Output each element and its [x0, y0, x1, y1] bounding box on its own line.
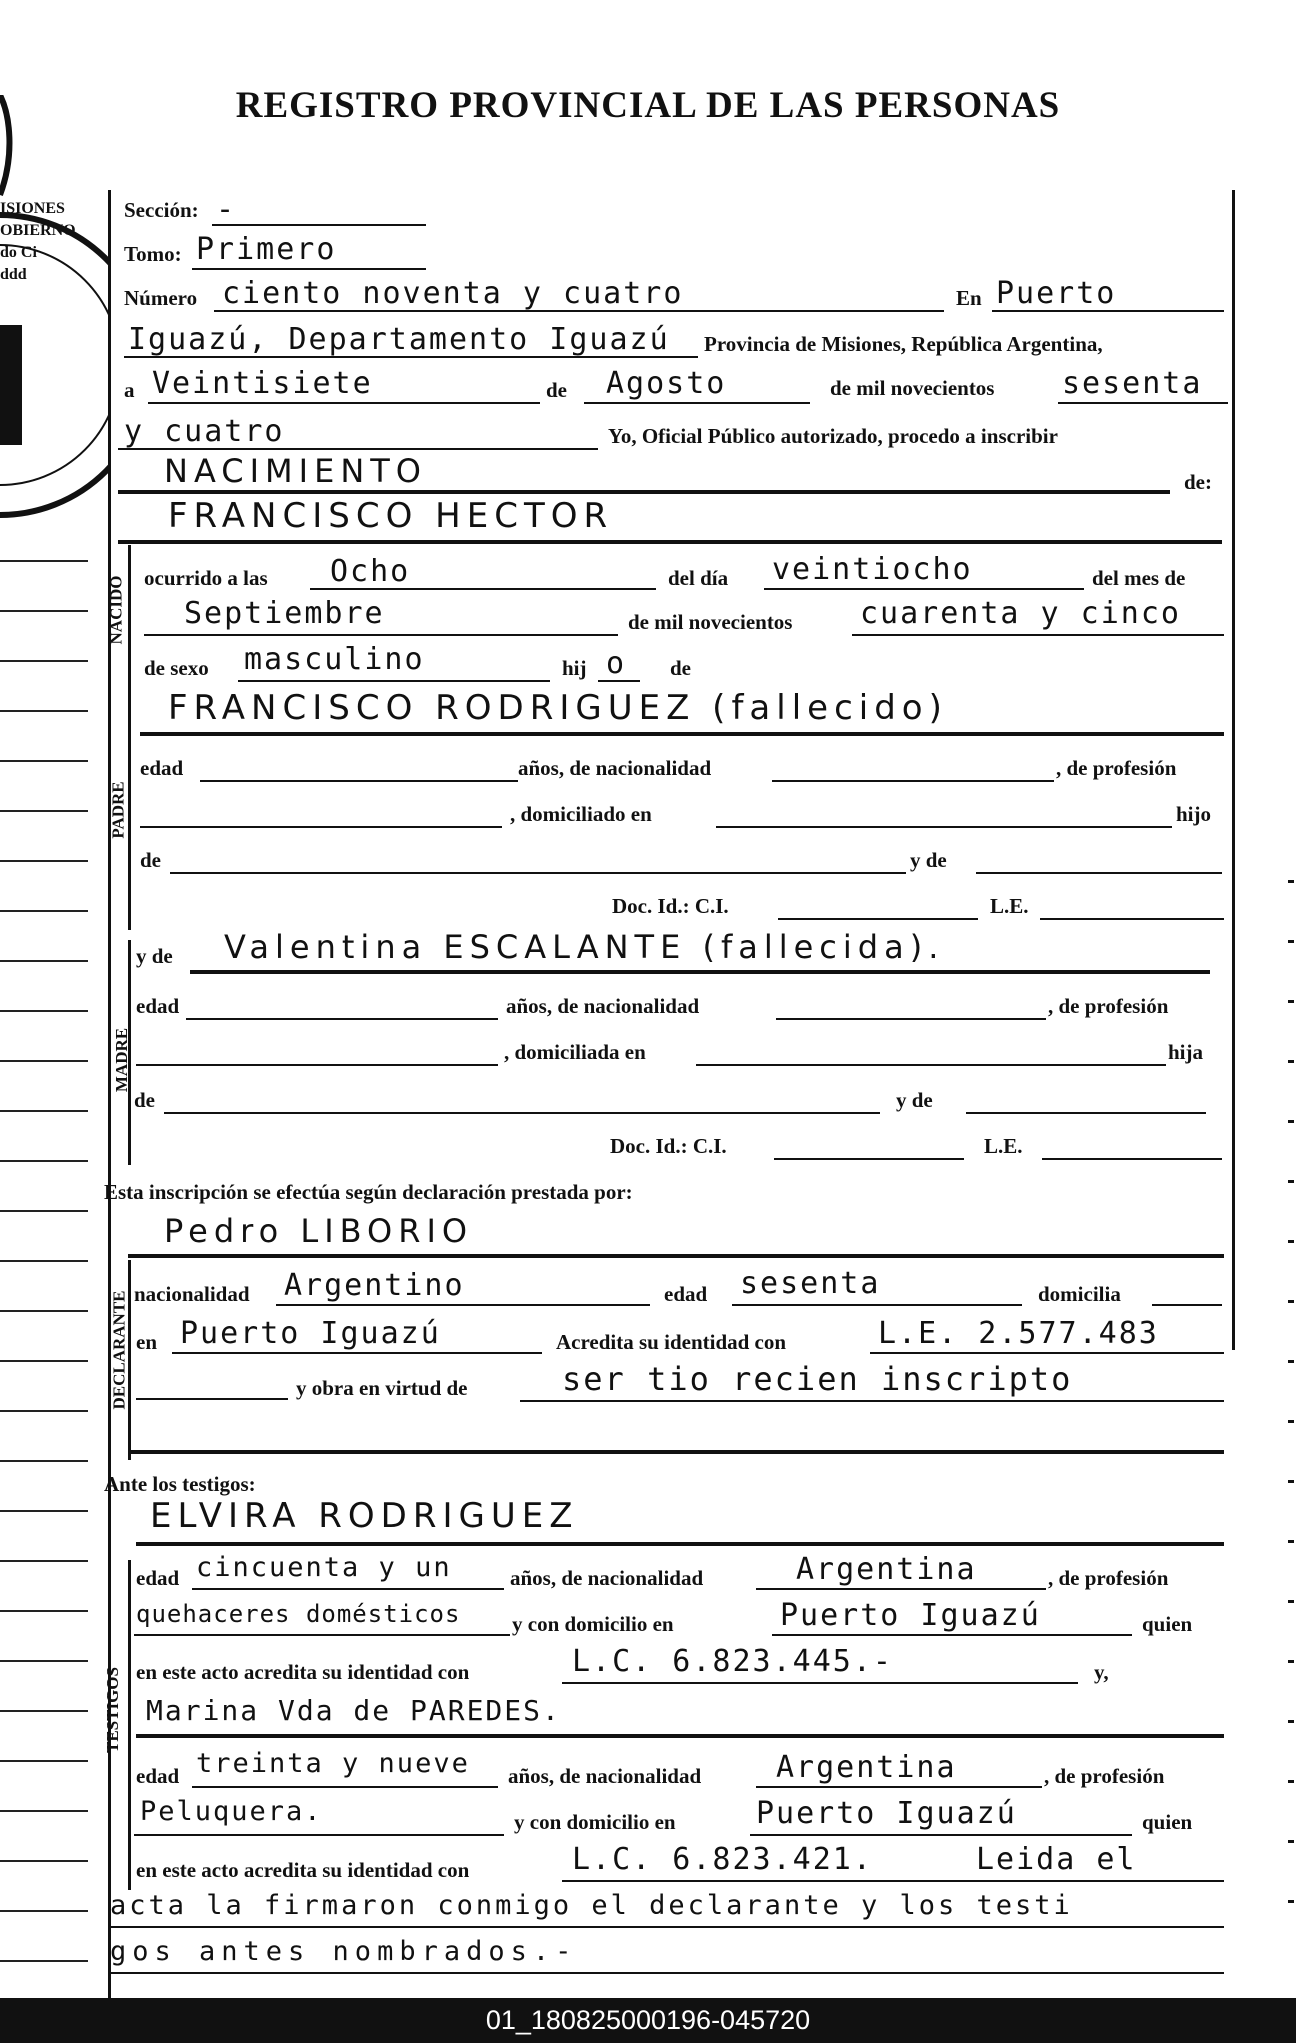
margin-dot	[1288, 880, 1294, 883]
margin-dot	[1288, 1240, 1294, 1243]
label-en-este-acto-t2: en este acto acredita su identidad con	[136, 1858, 470, 1882]
margin-line	[0, 610, 88, 612]
field-line	[276, 1304, 650, 1306]
field-line	[756, 1786, 1042, 1788]
field-line	[124, 356, 698, 358]
margin-line	[0, 1860, 88, 1862]
field-line	[148, 402, 540, 404]
value-testigo1-nombre: ELVIRA RODRIGUEZ	[150, 1496, 579, 1536]
label-domiciliado: , domiciliado en	[510, 802, 652, 826]
value-testigo1-nacionalidad: Argentina	[796, 1552, 977, 1587]
document-title: REGISTRO PROVINCIAL DE LAS PERSONAS	[235, 85, 1061, 126]
seal-line: do Ci	[0, 244, 37, 261]
margin-dot	[1288, 1300, 1294, 1303]
value-leida: Leida el	[976, 1842, 1137, 1877]
field-line	[136, 1398, 288, 1400]
field-line	[134, 1634, 510, 1636]
label-domicilio-t2: y con domicilio en	[514, 1810, 676, 1834]
margin-dot	[1288, 1420, 1294, 1423]
label-de: de	[546, 378, 567, 402]
margin-line	[0, 1660, 88, 1662]
side-label-declarante: DECLARANTE	[109, 1290, 129, 1410]
label-edad-t2: edad	[136, 1764, 180, 1788]
label-y-comma: y,	[1094, 1660, 1109, 1684]
field-line	[772, 780, 1054, 782]
margin-line	[0, 1360, 88, 1362]
label-y-de-madre: y de	[896, 1088, 933, 1112]
label-del-mes: del mes de	[1092, 566, 1186, 590]
field-line	[136, 1064, 498, 1066]
field-line	[118, 540, 1222, 544]
field-line	[750, 1834, 1132, 1836]
value-mes-inscripcion: Agosto	[606, 366, 727, 401]
value-testigo1-domicilio: Puerto Iguazú	[780, 1598, 1041, 1633]
label-anios-nac-madre: años, de nacionalidad	[506, 994, 700, 1018]
margin-line	[0, 860, 88, 862]
label-nacionalidad: nacionalidad	[134, 1282, 250, 1306]
label-ocurrido: ocurrido a las	[144, 566, 268, 590]
value-hijo-letra: o	[606, 646, 627, 681]
label-quien-t1: quien	[1142, 1612, 1193, 1636]
field-line	[144, 634, 618, 636]
value-hora: Ocho	[330, 554, 411, 589]
side-label-nacido: NACIDO	[106, 575, 126, 645]
frame-right-border	[1232, 190, 1235, 1350]
value-sexo: masculino	[244, 642, 425, 677]
margin-line	[0, 1710, 88, 1712]
label-de-madre: de	[134, 1088, 155, 1112]
margin-line	[0, 1210, 88, 1212]
value-numero: ciento noventa y cuatro	[222, 276, 684, 311]
label-en: En	[956, 286, 982, 310]
margin-line	[0, 1960, 88, 1962]
margin-dot	[1288, 940, 1294, 943]
field-line	[128, 1254, 1224, 1258]
label-y-de: y de	[910, 848, 947, 872]
field-line	[772, 1634, 1132, 1636]
field-line	[118, 448, 598, 450]
label-del-dia: del día	[668, 566, 729, 590]
margin-line	[0, 760, 88, 762]
field-line	[732, 1304, 1022, 1306]
label-profesion-madre: , de profesión	[1048, 994, 1169, 1018]
field-line	[696, 1064, 1166, 1066]
value-decl-vinculo: ser tio recien inscripto	[562, 1360, 1073, 1398]
margin-dot	[1288, 1180, 1294, 1183]
value-decl-domicilio: Puerto Iguazú	[180, 1316, 441, 1351]
label-yo-oficial: Yo, Oficial Público autorizado, procedo a inscribir	[608, 424, 1058, 448]
margin-line	[0, 1410, 88, 1412]
label-en-decl: en	[136, 1330, 157, 1354]
field-line	[716, 826, 1172, 828]
field-line	[310, 588, 656, 590]
field-line	[192, 1786, 498, 1788]
margin-line	[0, 1510, 88, 1512]
field-line	[170, 872, 906, 874]
label-doc-id-padre: Doc. Id.: C.I.	[612, 894, 729, 918]
margin-dot	[1288, 1540, 1294, 1543]
seal-icon	[0, 95, 110, 535]
value-cierre1: acta la firmaron conmigo el declarante y los testi	[110, 1890, 1073, 1921]
label-profesion-t2: , de profesión	[1044, 1764, 1165, 1788]
margin-dot	[1288, 1120, 1294, 1123]
margin-line	[0, 1160, 88, 1162]
field-line	[238, 680, 550, 682]
field-line	[140, 732, 1224, 736]
margin-line	[0, 810, 88, 812]
field-line	[584, 402, 810, 404]
label-hija: hija	[1168, 1040, 1204, 1064]
value-testigo1-edad: cincuenta y un	[196, 1552, 452, 1583]
field-line	[756, 1588, 1046, 1590]
label-y-de2: y de	[136, 944, 173, 968]
margin-line	[0, 1260, 88, 1262]
value-anio2: y cuatro	[124, 414, 285, 449]
field-line	[108, 1972, 1224, 1974]
label-en-este-acto-t1: en este acto acredita su identidad con	[136, 1660, 470, 1684]
value-cierre2: gos antes nombrados.-	[110, 1936, 578, 1967]
margin-dot	[1288, 1480, 1294, 1483]
value-testigo2-documento: L.C. 6.823.421.	[572, 1842, 873, 1877]
value-anio1: sesenta	[1062, 366, 1203, 401]
field-line	[966, 1112, 1206, 1114]
label-obra: y obra en virtud de	[296, 1376, 468, 1400]
seal-line: ddd	[0, 266, 27, 283]
field-line	[520, 1400, 1224, 1402]
value-madre: Valentina ESCALANTE (fallecida).	[224, 928, 945, 966]
section-bracket	[128, 1560, 131, 1890]
label-anios-nac-t2: años, de nacionalidad	[508, 1764, 702, 1788]
margin-line	[0, 1560, 88, 1562]
field-line	[134, 1834, 504, 1836]
value-decl-nacionalidad: Argentino	[284, 1268, 465, 1303]
label-edad-t1: edad	[136, 1566, 180, 1590]
label-hijo: hij	[562, 656, 587, 680]
label-acredita: Acredita su identidad con	[556, 1330, 787, 1354]
label-de-sexo: de sexo	[144, 656, 209, 680]
field-line	[192, 1588, 504, 1590]
value-testigo1-documento: L.C. 6.823.445.-	[572, 1644, 893, 1679]
value-testigo1-profesion: quehaceres domésticos	[136, 1600, 461, 1628]
value-tomo: Primero	[196, 232, 337, 267]
field-line	[1042, 1158, 1222, 1160]
field-line	[190, 970, 1210, 974]
value-decl-documento: L.E. 2.577.483	[878, 1316, 1159, 1351]
field-line	[212, 224, 426, 226]
label-domicilia: domicilia	[1038, 1282, 1121, 1306]
field-line	[118, 490, 1170, 494]
field-line	[562, 1880, 1224, 1882]
label-provincia: Provincia de Misiones, República Argentina,	[704, 332, 1103, 356]
footer-image-id: 01_180825000196-045720	[0, 1998, 1296, 2043]
label-profesion-padre: , de profesión	[1056, 756, 1177, 780]
label-domiciliada: , domiciliada en	[504, 1040, 646, 1064]
side-label-padre: PADRE	[108, 781, 128, 839]
field-line	[764, 588, 1084, 590]
margin-dot	[1288, 1660, 1294, 1663]
seal-line: OBIERNO	[0, 222, 76, 239]
field-line	[992, 310, 1224, 312]
label-doc-id-madre: Doc. Id.: C.I.	[610, 1134, 727, 1158]
field-line	[562, 1682, 1078, 1684]
field-line	[200, 780, 518, 782]
margin-dot	[1288, 1360, 1294, 1363]
value-anio-nac: cuarenta y cinco	[860, 596, 1181, 631]
label-a: a	[124, 378, 135, 402]
value-dia-inscripcion: Veintisiete	[152, 366, 373, 401]
margin-line	[0, 1610, 88, 1612]
label-edad-madre: edad	[136, 994, 180, 1018]
value-acto: NACIMIENTO	[164, 452, 427, 490]
margin-line	[0, 1810, 88, 1812]
field-line	[192, 268, 426, 270]
field-line	[136, 1734, 1224, 1738]
margin-line	[0, 1460, 88, 1462]
value-lugar: Iguazú, Departamento Iguazú	[128, 322, 670, 357]
margin-line	[0, 560, 88, 562]
value-seccion: -	[216, 192, 237, 227]
field-line	[214, 310, 944, 312]
margin-line	[0, 1110, 88, 1112]
margin-dot	[1288, 1000, 1294, 1003]
field-line	[108, 1926, 1224, 1928]
value-mes: Septiembre	[184, 596, 385, 631]
margin-line	[0, 1760, 88, 1762]
field-line	[976, 872, 1222, 874]
label-quien-t2: quien	[1142, 1810, 1193, 1834]
margin-dot	[1288, 1780, 1294, 1783]
value-testigo2-nombre: Marina Vda de PAREDES.	[146, 1694, 561, 1727]
value-decl-edad: sesenta	[740, 1266, 881, 1301]
label-de-colon: de:	[1184, 470, 1212, 494]
value-testigo2-domicilio: Puerto Iguazú	[756, 1796, 1017, 1831]
value-padre: FRANCISCO RODRIGUEZ (fallecido)	[168, 688, 948, 728]
label-esta-inscripcion: Esta inscripción se efectúa según declaración prestada por:	[104, 1180, 633, 1204]
field-line	[870, 1352, 1224, 1354]
field-line	[136, 1542, 1224, 1546]
value-declarante: Pedro LIBORIO	[164, 1212, 474, 1250]
field-line	[1040, 918, 1224, 920]
seal-line: ISIONES	[0, 200, 65, 217]
label-edad-padre: edad	[140, 756, 184, 780]
field-line	[598, 680, 640, 682]
label-tomo: Tomo:	[124, 242, 182, 266]
margin-line	[0, 960, 88, 962]
seal-text	[0, 198, 76, 286]
label-de2: de	[670, 656, 691, 680]
margin-dot	[1288, 1600, 1294, 1603]
label-ante-testigos: Ante los testigos:	[104, 1472, 256, 1496]
label-le-padre: L.E.	[990, 894, 1029, 918]
value-testigo2-profesion: Peluquera.	[140, 1796, 323, 1827]
margin-line	[0, 1310, 88, 1312]
field-line	[1058, 402, 1228, 404]
value-en: Puerto	[996, 276, 1117, 311]
field-line	[776, 1018, 1046, 1020]
label-numero: Número	[124, 286, 198, 310]
label-profesion-t1: , de profesión	[1048, 1566, 1169, 1590]
value-dia: veintiocho	[772, 552, 973, 587]
label-de3: de	[140, 848, 161, 872]
margin-line	[0, 910, 88, 912]
margin-dot	[1288, 1720, 1294, 1723]
margin-line	[0, 1010, 88, 1012]
field-line	[778, 918, 978, 920]
field-line	[128, 1450, 1224, 1454]
field-line	[140, 826, 502, 828]
margin-dot	[1288, 1840, 1294, 1843]
value-testigo2-edad: treinta y nueve	[196, 1748, 470, 1779]
margin-line	[0, 660, 88, 662]
section-bracket	[128, 545, 131, 930]
label-de-mil2: de mil novecientos	[628, 610, 793, 634]
label-hijo2: hijo	[1176, 802, 1212, 826]
label-anios-nac-padre: años, de nacionalidad	[518, 756, 712, 780]
field-line	[164, 1112, 880, 1114]
label-edad-decl: edad	[664, 1282, 708, 1306]
margin-dot	[1288, 1900, 1294, 1903]
margin-line	[0, 1060, 88, 1062]
field-line	[852, 634, 1224, 636]
label-seccion: Sección:	[124, 198, 199, 222]
side-label-madre: MADRE	[112, 1027, 132, 1093]
margin-dot	[1288, 1060, 1294, 1063]
value-testigo2-nacionalidad: Argentina	[776, 1750, 957, 1785]
margin-line	[0, 1910, 88, 1912]
field-line	[186, 1018, 498, 1020]
label-le-madre: L.E.	[984, 1134, 1023, 1158]
margin-line	[0, 710, 88, 712]
field-line	[1152, 1304, 1222, 1306]
field-line	[774, 1158, 964, 1160]
field-line	[172, 1352, 542, 1354]
label-anios-nac-t1: años, de nacionalidad	[510, 1566, 704, 1590]
label-domicilio-t1: y con domicilio en	[512, 1612, 674, 1636]
label-de-mil: de mil novecientos	[830, 376, 995, 400]
side-label-testigos: TESTIGOS	[103, 1667, 122, 1753]
value-nombre: FRANCISCO HECTOR	[168, 496, 614, 536]
